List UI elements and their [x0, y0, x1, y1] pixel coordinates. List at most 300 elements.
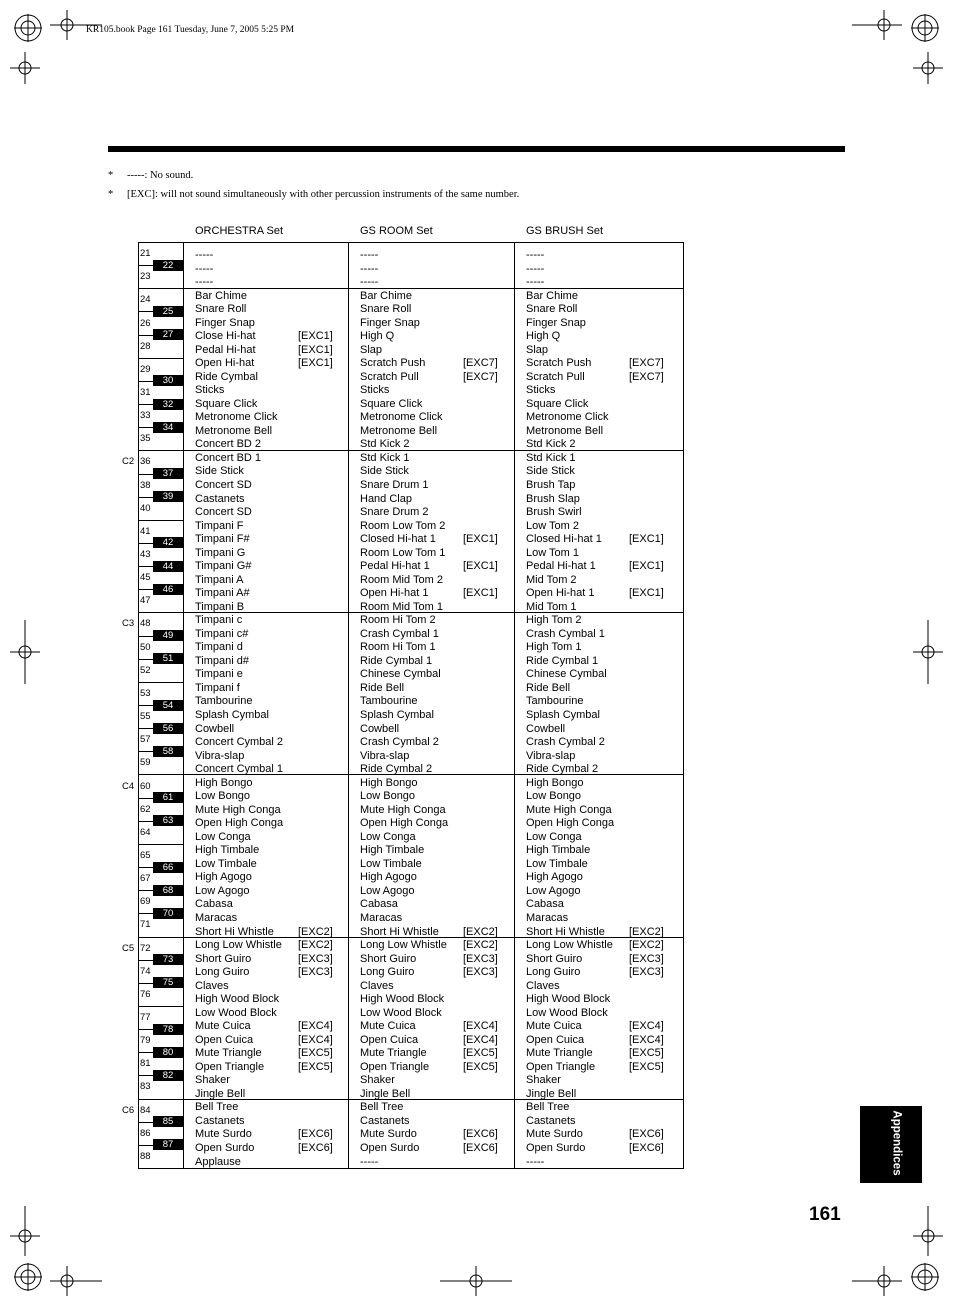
instrument-name: High Tom 2 — [526, 614, 582, 626]
exclusive-group: [EXC4] — [463, 1034, 498, 1046]
instrument-name: High Wood Block — [195, 993, 280, 1005]
instrument-name: ----- — [360, 263, 379, 275]
white-key-number: 40 — [140, 503, 151, 514]
instrument-name: Ride Bell — [526, 682, 571, 694]
white-key-number: 52 — [140, 665, 151, 676]
instrument-name: Metronome Bell — [526, 425, 604, 437]
instrument-name: Vibra-slap — [526, 750, 576, 762]
instrument-name: Concert SD — [195, 479, 252, 491]
instrument-name: Shaker — [195, 1074, 230, 1086]
exclusive-group: [EXC6] — [298, 1128, 333, 1140]
white-key-number: 86 — [140, 1128, 151, 1139]
instrument-name: Room Mid Tom 1 — [360, 601, 443, 613]
instrument-name: ----- — [195, 263, 214, 275]
instrument-name: Room Low Tom 1 — [360, 547, 446, 559]
exclusive-group: [EXC2] — [629, 939, 664, 951]
white-key-number: 36 — [140, 456, 151, 467]
instrument-name: Std Kick 1 — [526, 452, 576, 464]
instrument-name: Ride Cymbal 1 — [360, 655, 433, 667]
instrument-name: Open Surdo — [195, 1142, 255, 1154]
instrument-name: Timpani A — [195, 574, 244, 586]
exclusive-group: [EXC4] — [629, 1034, 664, 1046]
instrument-name: Scratch Push — [360, 357, 426, 369]
octave-label: C3 — [122, 618, 135, 629]
instrument-name: Low Agogo — [526, 885, 581, 897]
instrument-name: Timpani A# — [195, 587, 250, 599]
instrument-name: Cowbell — [526, 723, 566, 735]
exclusive-group: [EXC6] — [463, 1128, 498, 1140]
instrument-name: Metronome Click — [360, 411, 443, 423]
black-key: 70 — [153, 908, 183, 919]
instrument-name: Crash Cymbal 2 — [360, 736, 439, 748]
instrument-name: Splash Cymbal — [526, 709, 600, 721]
exclusive-group: [EXC1] — [629, 560, 664, 572]
instrument-name: Square Click — [195, 398, 258, 410]
instrument-name: Std Kick 2 — [360, 438, 410, 450]
instrument-name: Low Timbale — [526, 858, 588, 870]
note-marker: * — [108, 189, 114, 200]
white-key-number: 67 — [140, 873, 151, 884]
black-key: 42 — [153, 537, 183, 548]
instrument-name: Open Cuica — [526, 1034, 585, 1046]
instrument-name: Low Wood Block — [526, 1007, 608, 1019]
crosshair-icon — [913, 1206, 943, 1256]
exclusive-group: [EXC3] — [463, 953, 498, 965]
exclusive-group: [EXC6] — [463, 1142, 498, 1154]
exclusive-group: [EXC1] — [463, 587, 498, 599]
instrument-name: Mute Cuica — [360, 1020, 416, 1032]
note-text: -----: No sound. — [127, 170, 194, 181]
black-key: 78 — [153, 1024, 183, 1035]
exclusive-group: [EXC7] — [629, 357, 664, 369]
instrument-name: High Wood Block — [526, 993, 611, 1005]
instrument-name: Std Kick 2 — [526, 438, 576, 450]
instrument-name: Side Stick — [195, 465, 244, 477]
instrument-name: Timpani c — [195, 614, 243, 626]
instrument-name: Finger Snap — [360, 317, 420, 329]
black-key: 44 — [153, 561, 183, 572]
exclusive-group: [EXC1] — [298, 357, 333, 369]
white-key-number: 38 — [140, 480, 151, 491]
black-key: 34 — [153, 422, 183, 433]
white-key-number: 81 — [140, 1058, 151, 1069]
instrument-name: Claves — [195, 980, 229, 992]
instrument-name: Low Bongo — [526, 790, 582, 802]
octave-label: C2 — [122, 456, 135, 467]
instrument-name: Tambourine — [360, 695, 418, 707]
black-key: 32 — [153, 399, 183, 410]
instrument-name: Low Bongo — [360, 790, 416, 802]
instrument-name: Mute Surdo — [360, 1128, 417, 1140]
instrument-name: Snare Roll — [360, 303, 412, 315]
white-key-number: 35 — [140, 433, 151, 444]
instrument-name: Maracas — [360, 912, 403, 924]
white-key-number: 72 — [140, 943, 151, 954]
instrument-name: Snare Drum 1 — [360, 479, 429, 491]
instrument-name: Timpani G — [195, 547, 246, 559]
instrument-name: Applause — [195, 1156, 241, 1168]
instrument-name: Timpani d — [195, 641, 243, 653]
black-key: 85 — [153, 1116, 183, 1127]
crosshair-icon — [913, 620, 943, 684]
white-key-number: 69 — [140, 896, 151, 907]
octave-label: C6 — [122, 1105, 135, 1116]
instrument-name: High Agogo — [195, 871, 252, 883]
black-key: 25 — [153, 306, 183, 317]
instrument-name: Timpani F# — [195, 533, 250, 545]
black-key: 68 — [153, 885, 183, 896]
white-key-number: 45 — [140, 572, 151, 583]
instrument-name: ----- — [195, 276, 214, 288]
instrument-name: Timpani d# — [195, 655, 250, 667]
crosshair-icon — [440, 1266, 512, 1296]
instrument-name: Ride Cymbal 2 — [526, 763, 599, 775]
octave-label: C4 — [122, 781, 135, 792]
instrument-name: Low Timbale — [360, 858, 422, 870]
white-key-number: 23 — [140, 271, 151, 282]
instrument-name: Long Guiro — [526, 966, 581, 978]
black-key: 73 — [153, 954, 183, 965]
instrument-name: Mid Tom 2 — [526, 574, 577, 586]
instrument-name: Long Low Whistle — [526, 939, 613, 951]
instrument-name: Short Hi Whistle — [195, 926, 274, 938]
exclusive-group: [EXC4] — [463, 1020, 498, 1032]
instrument-name: Vibra-slap — [360, 750, 410, 762]
white-key-number: 83 — [140, 1081, 151, 1092]
instrument-name: Open Triangle — [195, 1061, 265, 1073]
instrument-name: High Bongo — [526, 777, 584, 789]
black-key: 58 — [153, 746, 183, 757]
instrument-name: Bar Chime — [526, 290, 578, 302]
instrument-name: Timpani c# — [195, 628, 249, 640]
black-key: 49 — [153, 630, 183, 641]
instrument-name: Open Hi-hat 1 — [526, 587, 595, 599]
instrument-name: Long Low Whistle — [360, 939, 447, 951]
column-header-gs-brush: GS BRUSH Set — [526, 225, 604, 237]
crosshair-icon — [852, 1266, 902, 1296]
instrument-name: Close Hi-hat — [195, 330, 256, 342]
instrument-name: High Bongo — [360, 777, 418, 789]
exclusive-group: [EXC1] — [298, 344, 333, 356]
crosshair-icon — [50, 1266, 102, 1296]
white-key-number: 76 — [140, 989, 151, 1000]
instrument-name: Concert Cymbal 2 — [195, 736, 284, 748]
instrument-name: Sticks — [195, 384, 225, 396]
instrument-name: Bell Tree — [195, 1101, 239, 1113]
registration-mark-icon — [911, 1263, 939, 1291]
instrument-name: Open High Conga — [360, 817, 449, 829]
instrument-name: Closed Hi-hat 1 — [526, 533, 602, 545]
instrument-name: Sticks — [360, 384, 390, 396]
instrument-name: Jingle Bell — [195, 1088, 246, 1100]
instrument-name: Brush Slap — [526, 493, 580, 505]
instrument-name: Side Stick — [526, 465, 575, 477]
instrument-name: Scratch Pull — [360, 371, 419, 383]
instrument-name: Tambourine — [526, 695, 584, 707]
exclusive-group: [EXC3] — [463, 966, 498, 978]
instrument-name: Metronome Click — [526, 411, 609, 423]
instrument-name: Ride Cymbal 1 — [526, 655, 599, 667]
white-key-number: 28 — [140, 341, 151, 352]
instrument-name: Finger Snap — [526, 317, 586, 329]
instrument-name: Snare Drum 2 — [360, 506, 429, 518]
instrument-name: Bell Tree — [360, 1101, 404, 1113]
instrument-name: ----- — [360, 276, 379, 288]
instrument-name: Scratch Pull — [526, 371, 585, 383]
exclusive-group: [EXC5] — [463, 1047, 498, 1059]
instrument-name: Chinese Cymbal — [526, 668, 607, 680]
exclusive-group: [EXC6] — [629, 1128, 664, 1140]
instrument-name: High Wood Block — [360, 993, 445, 1005]
appendices-tab-label: Appendices — [890, 1110, 903, 1176]
instrument-name: ----- — [526, 1156, 545, 1168]
exclusive-group: [EXC5] — [629, 1061, 664, 1073]
exclusive-group: [EXC4] — [629, 1020, 664, 1032]
exclusive-group: [EXC3] — [298, 966, 333, 978]
instrument-name: Chinese Cymbal — [360, 668, 441, 680]
instrument-name: Open Surdo — [360, 1142, 420, 1154]
instrument-name: High Tom 1 — [526, 641, 582, 653]
instrument-name: Mute Triangle — [526, 1047, 593, 1059]
instrument-name: Timpani G# — [195, 560, 252, 572]
white-key-number: 31 — [140, 387, 151, 398]
instrument-name: Open High Conga — [195, 817, 284, 829]
instrument-name: Low Conga — [195, 831, 251, 843]
white-key-number: 21 — [140, 248, 151, 259]
exclusive-group: [EXC3] — [629, 966, 664, 978]
white-key-number: 62 — [140, 804, 151, 815]
exclusive-group: [EXC2] — [629, 926, 664, 938]
instrument-name: Metronome Click — [195, 411, 278, 423]
white-key-number: 53 — [140, 688, 151, 699]
instrument-name: Jingle Bell — [360, 1088, 411, 1100]
instrument-name: Square Click — [526, 398, 589, 410]
crosshair-icon — [913, 52, 943, 84]
crosshair-icon — [10, 620, 40, 684]
white-key-number: 74 — [140, 966, 151, 977]
instrument-name: Finger Snap — [195, 317, 255, 329]
instrument-name: Vibra-slap — [195, 750, 245, 762]
instrument-name: Timpani e — [195, 668, 243, 680]
instrument-name: Snare Roll — [526, 303, 578, 315]
instrument-name: Metronome Bell — [195, 425, 273, 437]
instrument-name: Slap — [526, 344, 549, 356]
instrument-name: Timpani f — [195, 682, 240, 694]
instrument-name: Sticks — [526, 384, 556, 396]
white-key-number: 88 — [140, 1151, 151, 1162]
black-key: 37 — [153, 468, 183, 479]
instrument-name: High Q — [360, 330, 395, 342]
black-key: 46 — [153, 584, 183, 595]
white-key-number: 57 — [140, 734, 151, 745]
crosshair-icon — [10, 1206, 40, 1256]
instrument-name: Square Click — [360, 398, 423, 410]
instrument-name: Snare Roll — [195, 303, 247, 315]
instrument-name: High Agogo — [526, 871, 583, 883]
instrument-name: ----- — [360, 249, 379, 261]
instrument-name: Low Bongo — [195, 790, 251, 802]
instrument-name: High Timbale — [360, 844, 425, 856]
white-key-number: 84 — [140, 1105, 151, 1116]
exclusive-group: [EXC3] — [298, 953, 333, 965]
page-number: 161 — [809, 1204, 841, 1225]
exclusive-group: [EXC1] — [629, 587, 664, 599]
instrument-name: Bar Chime — [195, 290, 247, 302]
instrument-name: Open Cuica — [360, 1034, 419, 1046]
instrument-name: High Timbale — [195, 844, 260, 856]
exclusive-group: [EXC2] — [298, 926, 333, 938]
instrument-name: Concert Cymbal 1 — [195, 763, 284, 775]
exclusive-group: [EXC2] — [463, 926, 498, 938]
instrument-name: Open Surdo — [526, 1142, 586, 1154]
instrument-name: Low Conga — [526, 831, 582, 843]
instrument-name: Cowbell — [195, 723, 235, 735]
instrument-name: Mute Surdo — [526, 1128, 583, 1140]
instrument-name: ----- — [195, 249, 214, 261]
exclusive-group: [EXC1] — [298, 330, 333, 342]
crosshair-icon — [852, 10, 902, 40]
registration-mark-icon — [14, 1263, 42, 1291]
note-marker: * — [108, 170, 114, 181]
instrument-name: Shaker — [526, 1074, 561, 1086]
octave-label: C5 — [122, 943, 135, 954]
black-key: 61 — [153, 792, 183, 803]
instrument-name: Low Agogo — [195, 885, 250, 897]
black-key: 22 — [153, 260, 183, 271]
instrument-name: Cabasa — [360, 898, 398, 910]
white-key-number: 29 — [140, 364, 151, 375]
instrument-name: Low Tom 2 — [526, 520, 579, 532]
instrument-name: Open Triangle — [360, 1061, 430, 1073]
white-key-number: 33 — [140, 410, 151, 421]
column-header-gs-room: GS ROOM Set — [360, 225, 433, 237]
instrument-name: Timpani F — [195, 520, 244, 532]
white-key-number: 55 — [140, 711, 151, 722]
instrument-name: Side Stick — [360, 465, 409, 477]
instrument-name: Slap — [360, 344, 383, 356]
instrument-name: Maracas — [526, 912, 569, 924]
instrument-name: ----- — [360, 1156, 379, 1168]
white-key-number: 60 — [140, 781, 151, 792]
instrument-name: High Agogo — [360, 871, 417, 883]
exclusive-group: [EXC2] — [298, 939, 333, 951]
registration-mark-icon — [911, 14, 939, 42]
instrument-name: Castanets — [195, 1115, 245, 1127]
instrument-name: Mid Tom 1 — [526, 601, 577, 613]
instrument-name: Concert BD 1 — [195, 452, 262, 464]
exclusive-group: [EXC7] — [629, 371, 664, 383]
instrument-name: Open High Conga — [526, 817, 615, 829]
instrument-name: Cabasa — [195, 898, 233, 910]
column-header-orchestra: ORCHESTRA Set — [195, 225, 284, 237]
instrument-name: Open Cuica — [195, 1034, 254, 1046]
instrument-name: Crash Cymbal 1 — [526, 628, 605, 640]
instrument-name: Metronome Bell — [360, 425, 438, 437]
instrument-name: Claves — [526, 980, 560, 992]
exclusive-group: [EXC5] — [463, 1061, 498, 1073]
instrument-name: Cabasa — [526, 898, 564, 910]
instrument-name: Room Hi Tom 1 — [360, 641, 436, 653]
instrument-name: Short Hi Whistle — [360, 926, 439, 938]
instrument-name: Ride Cymbal — [195, 371, 258, 383]
black-key: 82 — [153, 1070, 183, 1081]
instrument-name: Mute High Conga — [526, 804, 612, 816]
crosshair-icon — [50, 10, 102, 40]
white-key-number: 77 — [140, 1012, 151, 1023]
instrument-name: Castanets — [360, 1115, 410, 1127]
instrument-name: Crash Cymbal 2 — [526, 736, 605, 748]
white-key-number: 65 — [140, 850, 151, 861]
instrument-name: Mute Cuica — [195, 1020, 251, 1032]
exclusive-group: [EXC4] — [298, 1034, 333, 1046]
instrument-name: Closed Hi-hat 1 — [360, 533, 436, 545]
exclusive-group: [EXC6] — [629, 1142, 664, 1154]
instrument-name: Shaker — [360, 1074, 395, 1086]
instrument-name: Jingle Bell — [526, 1088, 577, 1100]
registration-mark-icon — [14, 14, 42, 42]
instrument-name: High Timbale — [526, 844, 591, 856]
instrument-name: Bell Tree — [526, 1101, 570, 1113]
instrument-name: Cowbell — [360, 723, 400, 735]
instrument-name: Brush Swirl — [526, 506, 582, 518]
instrument-name: Long Low Whistle — [195, 939, 282, 951]
black-key: 39 — [153, 491, 183, 502]
instrument-name: Low Timbale — [195, 858, 257, 870]
instrument-name: Mute High Conga — [360, 804, 446, 816]
instrument-name: Low Wood Block — [360, 1007, 442, 1019]
instrument-name: Concert BD 2 — [195, 438, 262, 450]
instrument-name: High Bongo — [195, 777, 253, 789]
instrument-name: Room Mid Tom 2 — [360, 574, 443, 586]
instrument-name: Claves — [360, 980, 394, 992]
black-key: 56 — [153, 723, 183, 734]
black-key: 30 — [153, 375, 183, 386]
instrument-name: Short Guiro — [195, 953, 252, 965]
exclusive-group: [EXC2] — [463, 939, 498, 951]
white-key-number: 48 — [140, 618, 151, 629]
exclusive-group: [EXC4] — [298, 1020, 333, 1032]
exclusive-group: [EXC6] — [298, 1142, 333, 1154]
white-key-number: 26 — [140, 318, 151, 329]
instrument-name: Brush Tap — [526, 479, 576, 491]
instrument-name: Mute Cuica — [526, 1020, 582, 1032]
instrument-name: Splash Cymbal — [360, 709, 434, 721]
white-key-number: 79 — [140, 1035, 151, 1046]
white-key-number: 59 — [140, 757, 151, 768]
white-key-number: 64 — [140, 827, 151, 838]
instrument-name: Bar Chime — [360, 290, 412, 302]
instrument-name: Short Hi Whistle — [526, 926, 605, 938]
instrument-name: Hand Clap — [360, 493, 412, 505]
instrument-name: Long Guiro — [195, 966, 250, 978]
instrument-name: High Q — [526, 330, 561, 342]
exclusive-group: [EXC5] — [298, 1061, 333, 1073]
instrument-name: Low Tom 1 — [526, 547, 579, 559]
instrument-name: Concert SD — [195, 506, 252, 518]
instrument-name: Short Guiro — [526, 953, 583, 965]
instrument-name: Splash Cymbal — [195, 709, 269, 721]
instrument-name: Scratch Push — [526, 357, 592, 369]
instrument-name: Open Hi-hat — [195, 357, 255, 369]
black-key: 66 — [153, 862, 183, 873]
instrument-name: Low Wood Block — [195, 1007, 277, 1019]
instrument-name: Mute Triangle — [195, 1047, 262, 1059]
black-key: 27 — [153, 329, 183, 340]
exclusive-group: [EXC1] — [463, 560, 498, 572]
black-key: 63 — [153, 815, 183, 826]
instrument-name: Open Triangle — [526, 1061, 596, 1073]
white-key-number: 24 — [140, 294, 151, 305]
